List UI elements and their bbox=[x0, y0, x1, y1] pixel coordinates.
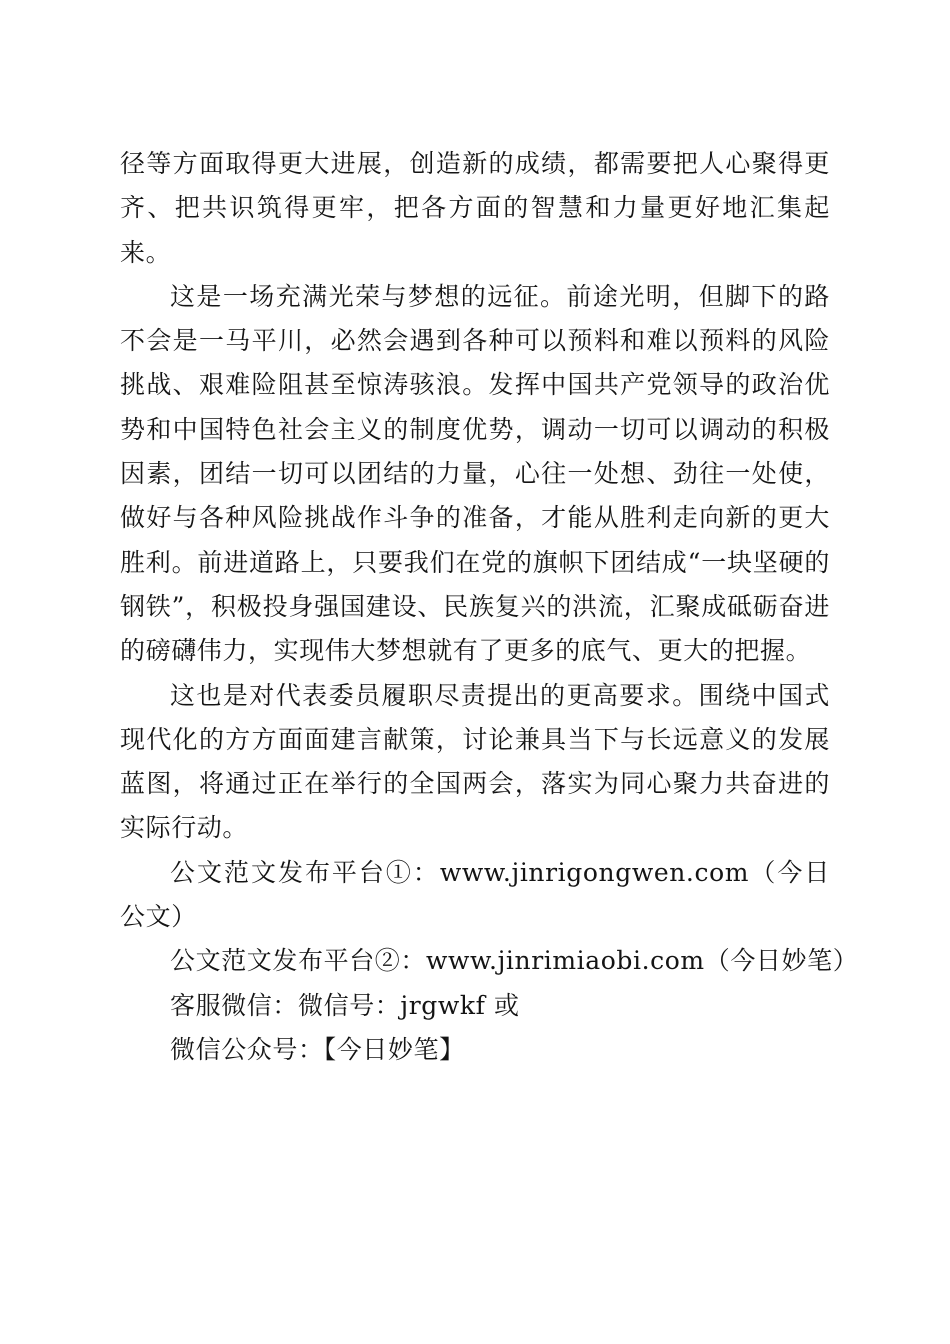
platform-line-2: 公文范文发布平台②：www.jinrimiaobi.com（今日妙笔） bbox=[170, 946, 859, 976]
wechat-official-line: 微信公众号：【今日妙笔】 bbox=[170, 1034, 465, 1064]
paragraph-expedition: 这是一场充满光荣与梦想的远征。前途光明，但脚下的路不会是一马平川，必然会遇到各种可以预料和难以预料的风险挑战、艰难险阻甚至惊涛骇浪。发挥中国共产党领导的政治优势和中国特色社会主义的制度优势，调动一切可以调动的积极因素，团结一切可以团结的力量，心往一处想、劲往一处使，做好与各种风险挑战作斗争的准备，才能从胜利走向新的更大胜利。前进道路上，只要我们在党的旗帜下团结成“一块坚硬的钢铁”，积极投身强国建设、民族复兴的洪流，汇聚成砥砺奋进的磅礴伟力，实现伟大梦想就有了更多的底气、更大的把握。 bbox=[120, 281, 830, 666]
paragraph-requirements: 这也是对代表委员履职尽责提出的更高要求。围绕中国式现代化的方方面面建言献策，讨论兼具当下与长远意义的发展蓝图，将通过正在举行的全国两会，落实为同心聚力共奋进的实际行动。 bbox=[120, 680, 830, 843]
paragraph-continuation: 径等方面取得更大进展，创造新的成绩，都需要把人心聚得更齐、把共识筑得更牢，把各方面的智慧和力量更好地汇集起来。 bbox=[120, 149, 830, 267]
wechat-service-line: 客服微信：微信号：jrgwkf 或 bbox=[170, 990, 520, 1020]
document-body bbox=[120, 142, 859, 1072]
platform-line-1: 公文范文发布平台①：www.jinrigongwen.com（今日公文） bbox=[120, 857, 830, 932]
